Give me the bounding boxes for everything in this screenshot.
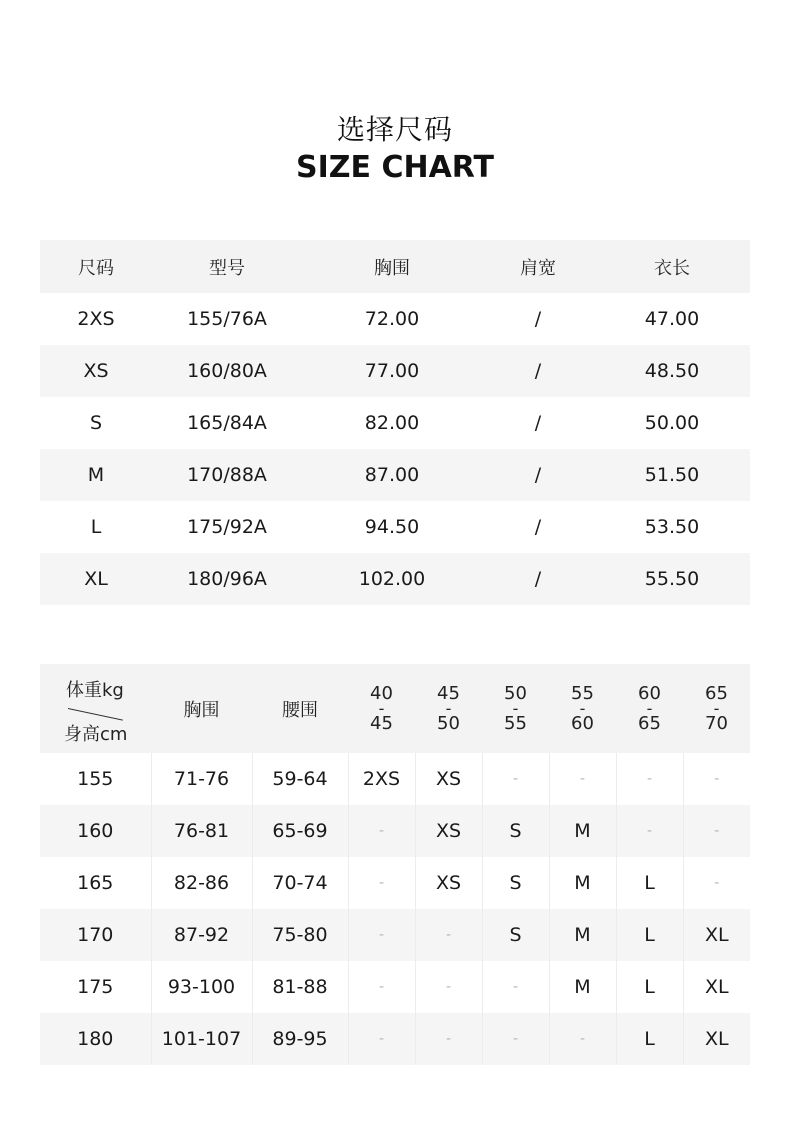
recommendation-header-row	[40, 664, 750, 753]
table-row	[40, 501, 750, 553]
table-cell: 81-88	[252, 961, 348, 1013]
table-cell: -	[549, 753, 616, 805]
table-cell: /	[482, 501, 594, 553]
table-cell: -	[616, 805, 683, 857]
table-row	[40, 293, 750, 345]
table-cell: -	[348, 909, 415, 961]
table-cell: 70-74	[252, 857, 348, 909]
table-cell: -	[348, 857, 415, 909]
table-cell: /	[482, 553, 594, 605]
table-cell: 180	[40, 1013, 151, 1065]
table-cell: 75-80	[252, 909, 348, 961]
weight-range-sep: -	[445, 698, 452, 718]
table-row	[40, 553, 750, 605]
table-cell: -	[415, 909, 482, 961]
table-cell: S	[40, 397, 152, 449]
table-cell: 72.00	[302, 293, 482, 345]
table-cell: L	[40, 501, 152, 553]
table-cell: XL	[683, 1013, 750, 1065]
table-cell: S	[482, 857, 549, 909]
table-cell: -	[549, 1013, 616, 1065]
table-cell: 165/84A	[152, 397, 302, 449]
weight-range-to: 70	[705, 712, 728, 734]
table-cell: 59-64	[252, 753, 348, 805]
table-cell: 2XS	[348, 753, 415, 805]
header-length: 衣长	[594, 240, 750, 293]
table-cell: XS	[415, 805, 482, 857]
table-cell: M	[549, 805, 616, 857]
weight-range-from: 45	[437, 682, 460, 704]
table-cell: 170	[40, 909, 151, 961]
header-size: 尺码	[40, 240, 152, 293]
table-cell: 102.00	[302, 553, 482, 605]
table-cell: 175	[40, 961, 151, 1013]
table-cell: 50.00	[594, 397, 750, 449]
table-cell: XS	[40, 345, 152, 397]
table-cell: /	[482, 449, 594, 501]
weight-range-sep: -	[378, 698, 385, 718]
table-cell: L	[616, 909, 683, 961]
table-cell: -	[348, 1013, 415, 1065]
table-cell: 51.50	[594, 449, 750, 501]
table-cell: 2XS	[40, 293, 152, 345]
weight-range-header	[482, 664, 549, 753]
table-cell: 155	[40, 753, 151, 805]
weight-range-from: 65	[705, 682, 728, 704]
table-cell: -	[683, 857, 750, 909]
header-waist: 腰围	[252, 664, 348, 753]
table-cell: 71-76	[151, 753, 252, 805]
table-cell: 94.50	[302, 501, 482, 553]
table-cell: 55.50	[594, 553, 750, 605]
header-chest: 胸围	[302, 240, 482, 293]
table-cell: L	[616, 857, 683, 909]
table-cell: M	[40, 449, 152, 501]
table-cell: /	[482, 293, 594, 345]
weight-range-sep: -	[713, 698, 720, 718]
table-cell: S	[482, 805, 549, 857]
table-cell: 165	[40, 857, 151, 909]
table-cell: 82.00	[302, 397, 482, 449]
table-cell: -	[616, 753, 683, 805]
table-cell: /	[482, 345, 594, 397]
corner-header	[40, 664, 151, 753]
weight-range-header	[415, 664, 482, 753]
table-cell: -	[683, 753, 750, 805]
table-cell: M	[549, 909, 616, 961]
diagonal-divider	[68, 708, 123, 721]
height-label: 身高cm	[64, 724, 128, 745]
table-cell: XS	[415, 857, 482, 909]
table-cell: -	[482, 753, 549, 805]
weight-range-sep: -	[579, 698, 586, 718]
table-cell: -	[348, 805, 415, 857]
weight-range-to: 45	[370, 712, 393, 734]
table-cell: S	[482, 909, 549, 961]
table-cell: 48.50	[594, 345, 750, 397]
table-cell: 160	[40, 805, 151, 857]
table-cell: /	[482, 397, 594, 449]
header-shoulder: 肩宽	[482, 240, 594, 293]
table-cell: 101-107	[151, 1013, 252, 1065]
table-cell: -	[482, 1013, 549, 1065]
table-cell: -	[482, 961, 549, 1013]
header-chest: 胸围	[151, 664, 252, 753]
weight-label: 体重kg	[66, 680, 124, 701]
weight-range-from: 50	[504, 682, 527, 704]
size-recommendation-table	[40, 664, 750, 1065]
table-cell: XL	[683, 961, 750, 1013]
weight-range-to: 55	[504, 712, 527, 734]
weight-range-header	[683, 664, 750, 753]
table-cell: L	[616, 961, 683, 1013]
table-cell: 53.50	[594, 501, 750, 553]
table-row	[40, 1013, 750, 1065]
table-cell: L	[616, 1013, 683, 1065]
table-cell: 82-86	[151, 857, 252, 909]
weight-range-from: 40	[370, 682, 393, 704]
table-cell: XL	[683, 909, 750, 961]
table-row	[40, 449, 750, 501]
weight-range-sep: -	[646, 698, 653, 718]
table-row	[40, 961, 750, 1013]
table-cell: 89-95	[252, 1013, 348, 1065]
weight-range-to: 65	[638, 712, 661, 734]
size-chart-table	[40, 240, 750, 605]
table-cell: 87.00	[302, 449, 482, 501]
weight-range-from: 55	[571, 682, 594, 704]
weight-range-from: 60	[638, 682, 661, 704]
table-cell: 180/96A	[152, 553, 302, 605]
table-cell: 155/76A	[152, 293, 302, 345]
weight-range-header	[616, 664, 683, 753]
table-cell: -	[415, 961, 482, 1013]
weight-range-header	[348, 664, 415, 753]
table-cell: M	[549, 857, 616, 909]
size-chart-header-row	[40, 240, 750, 293]
table-cell: 175/92A	[152, 501, 302, 553]
weight-range-to: 50	[437, 712, 460, 734]
table-cell: M	[549, 961, 616, 1013]
table-row	[40, 909, 750, 961]
table-cell: 76-81	[151, 805, 252, 857]
table-cell: 65-69	[252, 805, 348, 857]
table-cell: 170/88A	[152, 449, 302, 501]
table-cell: 93-100	[151, 961, 252, 1013]
page-title-en: SIZE CHART	[295, 150, 495, 185]
table-cell: 87-92	[151, 909, 252, 961]
table-row	[40, 857, 750, 909]
table-row	[40, 805, 750, 857]
table-cell: 47.00	[594, 293, 750, 345]
table-row	[40, 753, 750, 805]
weight-range-to: 60	[571, 712, 594, 734]
table-row	[40, 397, 750, 449]
table-cell: -	[415, 1013, 482, 1065]
table-cell: -	[348, 961, 415, 1013]
page-title-zh: 选择尺码	[336, 113, 453, 146]
table-cell: 160/80A	[152, 345, 302, 397]
weight-range-header	[549, 664, 616, 753]
table-cell: XS	[415, 753, 482, 805]
table-row	[40, 345, 750, 397]
table-cell: -	[683, 805, 750, 857]
table-cell: XL	[40, 553, 152, 605]
header-model: 型号	[152, 240, 302, 293]
weight-range-sep: -	[512, 698, 519, 718]
table-cell: 77.00	[302, 345, 482, 397]
